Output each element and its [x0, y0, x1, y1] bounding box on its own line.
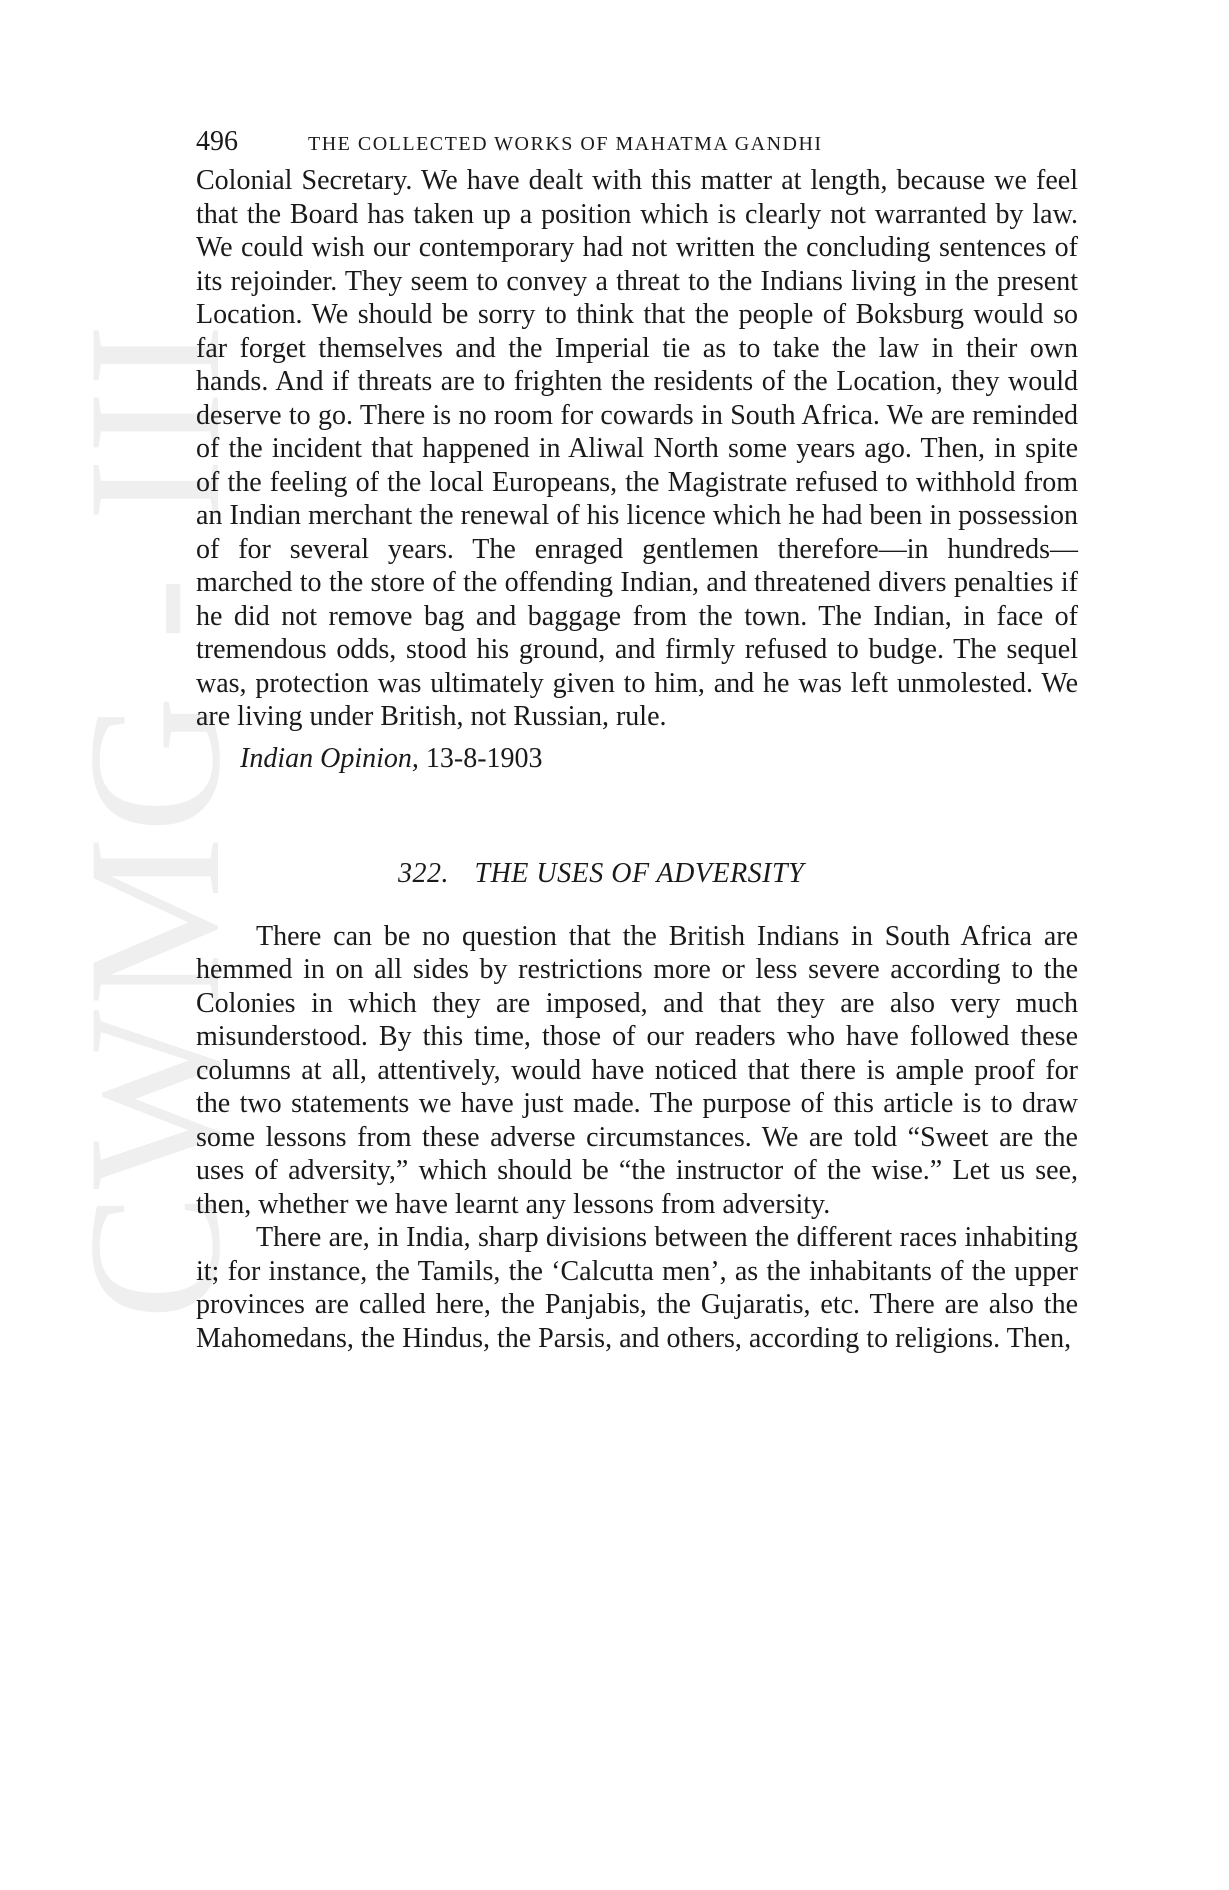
page-number: 496 [196, 126, 238, 157]
page-body [196, 126, 1078, 1355]
article-number: 322. [398, 857, 449, 889]
article-paragraph: There are, in India, sharp divisions between the different races inhabiting it; for instance, the Tamils, the ‘Calcutta men’, as the inhabitants of the upper provinces are called here, the Panjabis, the Gujaratis, etc. There are also the Mahomedans, the Hindus, the Parsis, and others, according to religions. Then, [196, 1222, 1078, 1354]
article-heading [196, 858, 1078, 890]
source-citation [196, 742, 1078, 776]
article-title: THE USES OF ADVERSITY [474, 857, 805, 889]
article-paragraph: There can be no question that the British Indians in South Africa are hemmed in on all sides by restrictions more or less severe according to the Colonies in which they are imposed, and that they are also very much misunderstood. By this time, those of our readers who have followed these columns at all, attentively, would have noticed that there is ample proof for the two statements we have just made. The purpose of this article is to draw some lessons from these adverse circumstances. We are told “Sweet are the uses of adversity,” which should be “the instructor of the wise.” Let us see, then, whether we have learnt any lessons from adversity. [196, 920, 1078, 1220]
source-date: 13-8-1903 [425, 742, 543, 774]
continued-paragraph: Colonial Secretary. We have dealt with this matter at length, because we feel that the Board has taken up a position which is clearly not warranted by law. We could wish our contemporary had not written the concluding sentences of its rejoinder. They seem to convey a threat to the Indians living in the present Location. We should be sorry to think that the people of Boksburg would so far forget themselves and the Imperial tie as to take the law in their own hands. And if threats are to frighten the residents of the Location, they would deserve to go. There is no room for cowards in South Africa. We are reminded of the incident that happened in Aliwal North some years ago. Then, in spite of the feeling of the local Europeans, the Magistrate refused to withhold from an Indian merchant the renewal of his licence which he had been in possession of for several years. The enraged gentlemen therefore—in hundreds—marched to the store of the offending Indian, and threatened divers penalties if he did not remove bag and baggage from the town. The Indian, in face of tremendous odds, stood his ground, and firmly refused to budge. The sequel was, protection was ultimately given to him, and he was left unmolested. We are living under British, not Russian, rule. [196, 165, 1078, 732]
running-head [196, 126, 1078, 164]
running-head-title: THE COLLECTED WORKS OF MAHATMA GANDHI [308, 133, 823, 155]
source-publication: Indian Opinion, [240, 742, 419, 774]
watermark: CWMG - III [50, 319, 260, 1320]
